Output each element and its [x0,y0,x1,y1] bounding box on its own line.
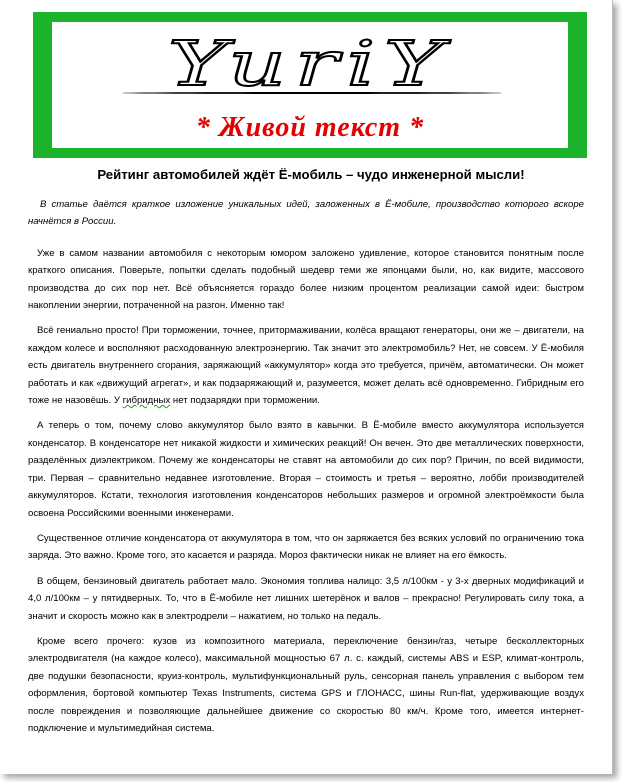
paragraph-2-text: Всё гениально просто! При торможении, точнее, притормаживании, колёса вращают генераторы, они же – двигатели, на каждом колесе и восполняют расходованную электроэнергию. Так значит это электромобиль? Нет, не совсем. У Ё-мобиля есть двигатель внутреннего сгорания, заряжающий «аккумулятор» когда это требуется, причём, автоматически. Он может работать и как «движущий агрегат», и как подзаряжающий и, разумеется, может делать всё одновременно. Гибридным его тоже не назовёшь. У [28,325,584,407]
article-body [28,196,584,745]
banner-subtitle: * Живой текст * [195,112,425,143]
header-banner [33,12,587,158]
paragraph-6: Кроме всего прочего: кузов из композитного материала, переключение бензин/газ, четыре бесколлекторных электродвигателя (на каждое колесо), максимальной мощностью 67 л. с. каждый, системы ABS и ESP, климат-контроль, две подушки безопасности, круиз-контроль, мультифункциональный руль, сенсорная панель управления с выбором тем оформления, бортовой компьютер Texas Instruments, система GPS и ГЛОНАСС, шины Run-flat, удерживающие воздух после повреждения и позволяющие дальнейшее движение со скоростью 80 км/ч. Кроме того, имеется интернет-подключение и мультимедийная система. [28,635,584,734]
article-intro: В статье даётся краткое изложение уникальных идей, заложенных в Ё-мобиле, производство которого вскоре начнётся в России. [28,199,584,228]
paragraph-2-tail: нет подзарядки при торможении. [170,395,320,407]
spellcheck-word: гибридных [122,395,171,407]
article-title: Рейтинг автомобилей ждёт Ё-мобиль – чудо инженерной мысли! [97,167,525,182]
logo-swash [122,92,502,94]
banner-inner [52,22,568,148]
paragraph-1: Уже в самом названии автомобиля с некоторым юмором заложено удивление, которое становится понятным после краткого описания. Поверьте, попытки сделать подобный шедевр теми же японцами были, но, как видите, массового производства до сих пор нет. Всё объясняется гораздо более низким процентом реализации самой идеи: быстром накоплении энергии, потраченной на разгон. Именно так! [28,247,584,312]
logo-wordmark: YuriY [167,27,453,100]
paragraph-5: В общем, бензиновый двигатель работает мало. Экономия топлива налицо: 3,5 л/100км - у 3-х дверных модификаций и 4,0 л/100км – у пятидверных. То, что в Ё-мобиле нет лишних шетерёнок и валов – прекрасно! Регулировать силу тока, а значит и скорость можно как в электродрели – нажатием, но только на педаль. [28,575,584,622]
paragraph-4: Существенное отличие конденсатора от аккумулятора в том, что он заряжается без всяких условий по ограничению тока заряда. Это важно. Кроме того, это касается и разряда. Мороз фактически никак не влияет на его ёмкость. [28,532,584,562]
paragraph-2 [28,322,584,409]
paragraph-3: А теперь о том, почему слово аккумулятор было взято в кавычки. В Ё-мобиле вместо аккумулятора используется конденсатор. В конденсаторе нет никакой жидкости и химических реакций! Он вечен. Это две металлических поверхности, разделённых диэлектриком. Почему же конденсаторы не ставят на автомобили до сих пор? Причин, по всей видимости, три. Первая – сравнительно недавнее изготовление. Вторая – стоимость и третья – вероятно, лобби производителей аккумуляторов. Кстати, технология изготовления конденсаторов небольших размеров и огромной электроёмкости была освоена Российскими военными инженерами. [28,420,584,519]
